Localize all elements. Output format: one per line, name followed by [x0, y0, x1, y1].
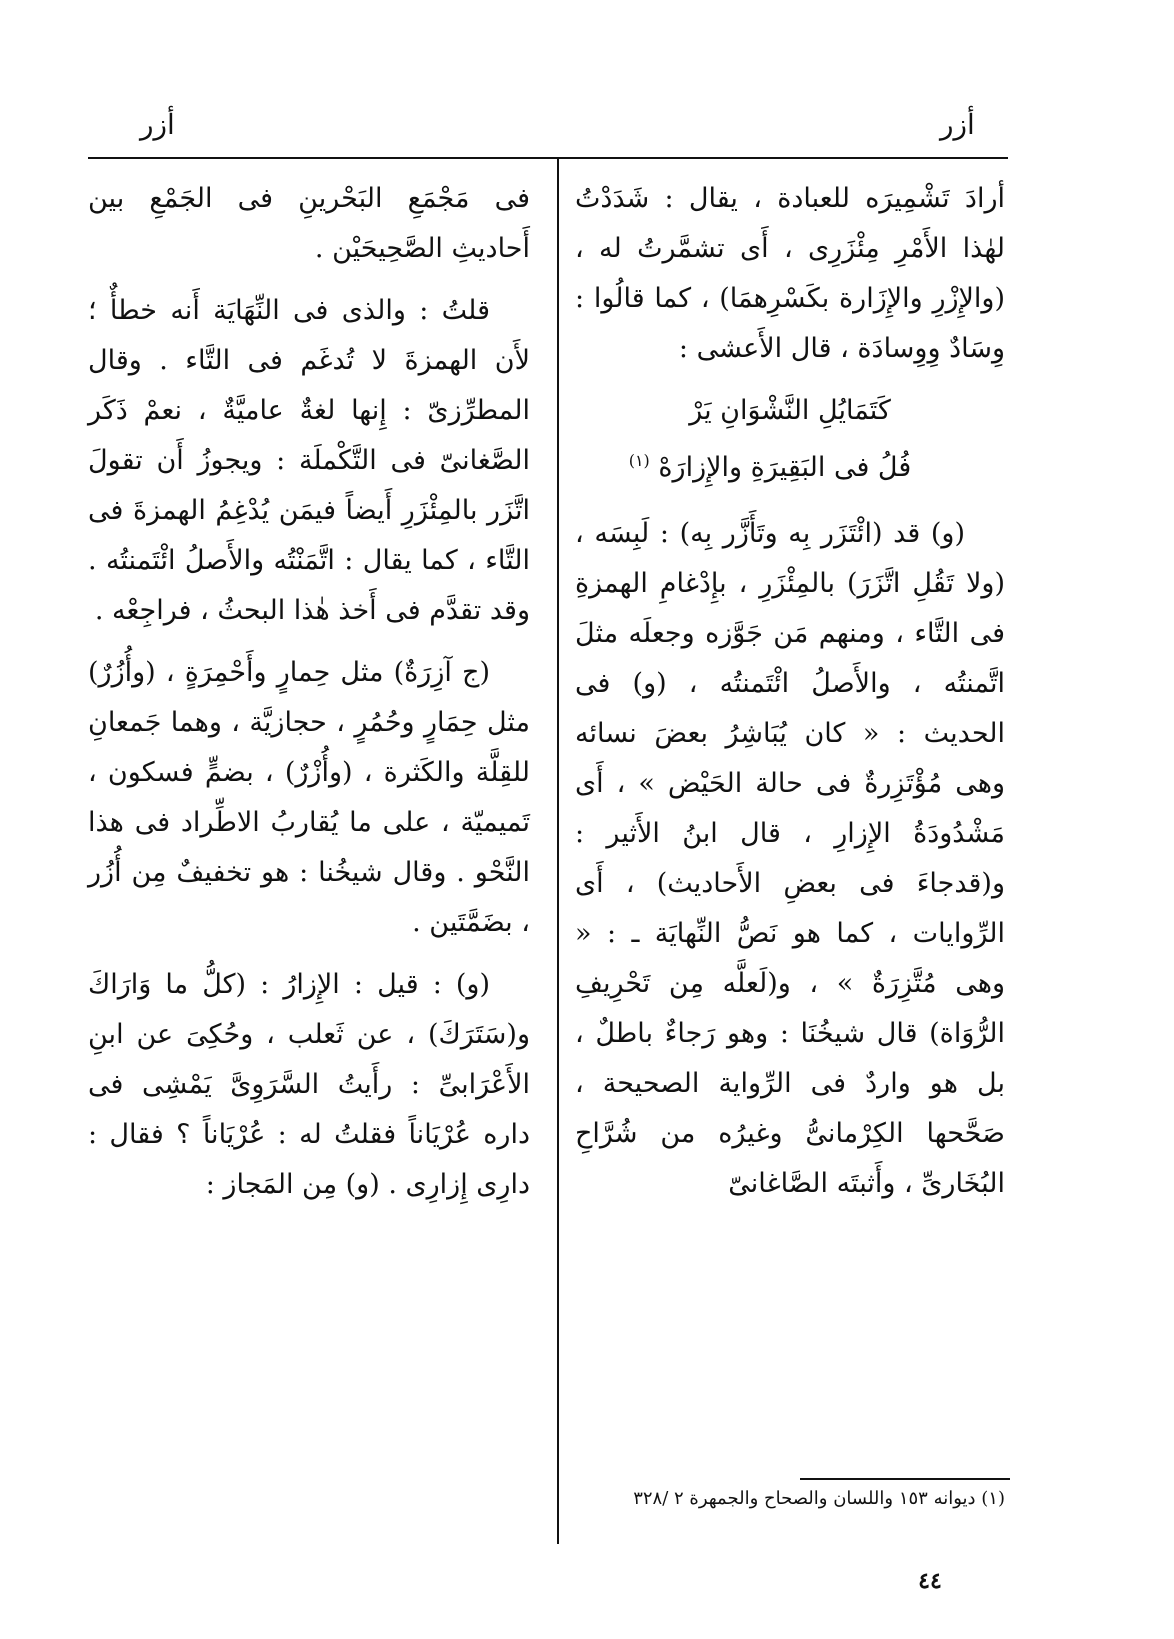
column-divider	[557, 159, 559, 1544]
header-rule	[88, 157, 1008, 159]
right-column	[575, 174, 1005, 1221]
poetry-verse	[575, 386, 1005, 493]
right-paragraph-2: (و) قد (ائْتَزَر بِه وتَأَزَّر بِه) : لَبِسَه ، (ولا تَقُلِ اتَّزَرَ) بالمِئْزَرِ ، بإِدْغامِ الهمزةِ فى التَّاء ، ومنهم مَن جَوَّزه وجعلَه مثلَ اتَّمنتُه ، والأَصلُ ائْتَمنتُه ، (و) فى الحديث : « كان يُبَاشِرُ بعضَ نسائه وهى مُؤْتَزِرةٌ فى حالة الحَيْض » ، أَى مَشْدُودَةُ الإِزارِ ، قال ابنُ الأَثير : و(قدجاءَ فى بعضِ الأَحاديث) ، أَى الرِّوايات ، كما هو نَصُّ النِّهايَة ـ : « وهى مُتَّزِرَةٌ » ، و(لَعلَّه مِن تَحْرِيفِ الرُّوَاة) قال شيخُنَا : وهو رَجاءٌ باطلٌ ، بل هو واردٌ فى الرِّواية الصحيحة ، صَحَّحها الكِرْمانىُّ وغيرُه من شُرَّاحِ البُخَارىِّ ، وأَثبتَه الصَّاغانىّ	[575, 518, 1005, 1199]
left-paragraph-1: فى مَجْمَعِ البَحْرينِ فى الجَمْعِ بين أَحاديثِ الصَّحِيحَيْن .	[88, 183, 530, 264]
page-number: ٤٤	[918, 1568, 942, 1594]
left-column	[88, 174, 530, 1222]
left-paragraph-4: (و) : قيل : الإِزارُ : (كلُّ ما وَارَاكَ و(سَتَرَكَ) ، عن ثَعلب ، وحُكِىَ عن ابنِ الأَعْرَابىِّ : رأَيتُ السَّرَوِىَّ يَمْشِى فى داره عُرْيَاناً فقلتُ له : عُرْيَاناً ؟ فقال : دارِى إِزارِى . (و) مِن المَجاز :	[88, 969, 530, 1200]
footnote-marker: (١)	[628, 451, 650, 470]
left-paragraph-2: قلتُ : والذى فى النِّهَايَة أَنه خطأٌ ؛ لأَن الهمزةَ لا تُدغَم فى التَّاء . وقال المطرِّزىّ : إِنها لغةٌ عاميَّةٌ ، نعمْ ذَكَر الصَّغانىّ فى التَّكْملَة : ويجوزُ أَن تقولَ اتَّزَر بالمِئْزَرِ أَيضاً فيمَن يُدْغِمُ الهمزةَ فى التَّاء ، كما يقال : اتَّمَنْتُه والأَصلُ ائْتَمنتُه . وقد تقدَّم فى أَخذ هٰذا البحثُ ، فراجِعْه .	[88, 295, 530, 626]
verse-line-1: كَتَمَايُلِ النَّشْوَانِ يَرْ	[689, 395, 891, 426]
footnote: (١) ديوانه ١٥٣ واللسان والصحاح والجمهرة ٢ /٣٢٨	[633, 1488, 1005, 1509]
left-paragraph-3: (ج آزِرَةٌ) مثل حِمارٍ وأَحْمِرَةٍ ، (وأُزُرٌ) مثل حِمَارٍ وحُمُرٍ ، حجازيَّة ، وهما جَمعانِ للقِلَّة والكَثرة ، (وأُزْرٌ) ، بضمٍّ فسكون ، تَميميّة ، على ما يُقاربُ الاطِّراد فى هذا النَّحْو . وقال شيخُنا : هو تخفيفٌ مِن أُزُر ، بضَمَّتَين .	[88, 657, 530, 938]
verse-line-2	[575, 436, 1005, 493]
verse-line-2-text: فُلُ فى البَقِيرَةِ والإِزارَهْ	[658, 452, 912, 483]
page-header-root-left: أزر	[140, 108, 175, 141]
right-paragraph-1: أرادَ تَشْمِيرَه للعبادة ، يقال : شَدَدْتُ لهٰذا الأَمْرِ مِئْزَرِى ، أَى تشمَّرتُ له ، (والإِزْرِ والإِزَارة بكَسْرِهمَا) ، كما قالُوا : وِسَادٌ وِوِسادَة ، قال الأَعشى :	[575, 183, 1005, 364]
footnote-rule	[800, 1478, 1010, 1480]
page-header-root-right: أزر	[940, 108, 975, 141]
